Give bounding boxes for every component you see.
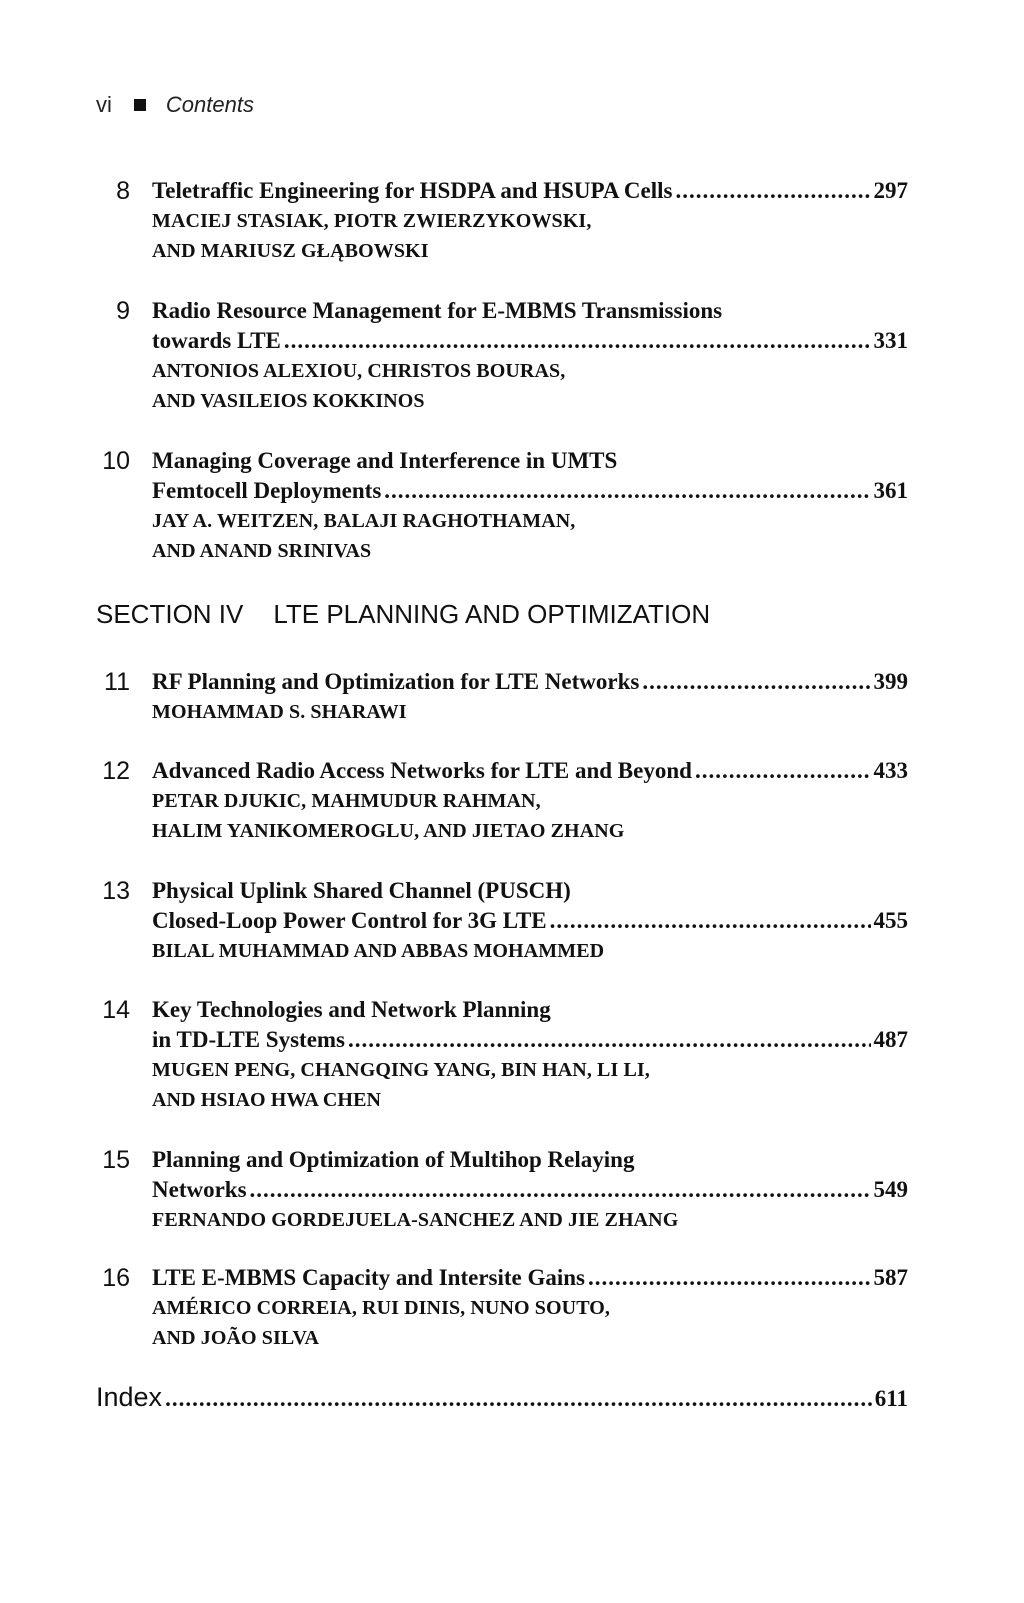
chapter-authors: AND VASILEIOS KOKKINOS bbox=[152, 390, 425, 412]
chapter-authors: JAY A. WEITZEN, BALAJI RAGHOTHAMAN, bbox=[152, 510, 576, 532]
section-label: SECTION IV bbox=[96, 599, 244, 629]
chapter-page: 361 bbox=[873, 478, 908, 503]
chapter-authors: AND ANAND SRINIVAS bbox=[152, 540, 372, 562]
chapter-page: 549 bbox=[873, 1177, 908, 1202]
chapter-title-line: in TD-LTE Systems ..... 487 bbox=[152, 1025, 908, 1055]
chapter-page: 455 bbox=[873, 908, 908, 933]
chapter-page: 587 bbox=[873, 1265, 908, 1290]
chapter-title-line: towards LTE ..... 331 bbox=[152, 326, 908, 356]
chapter-number: 13 bbox=[102, 877, 130, 905]
chapter-title-line: Radio Resource Management for E-MBMS Transmissions bbox=[152, 298, 723, 323]
chapter-title-line: Physical Uplink Shared Channel (PUSCH) bbox=[152, 878, 571, 903]
page-number: vi bbox=[96, 92, 112, 117]
chapter-number: 11 bbox=[104, 668, 130, 696]
chapter-number: 9 bbox=[116, 297, 130, 325]
chapter-title-line: LTE E-MBMS Capacity and Intersite Gains ..... 587 bbox=[152, 1263, 908, 1293]
chapter-title-line: Managing Coverage and Interference in UMTS bbox=[152, 448, 618, 473]
chapter-authors: MACIEJ STASIAK, PIOTR ZWIERZYKOWSKI, bbox=[152, 210, 592, 232]
chapter-page: 399 bbox=[873, 669, 908, 694]
chapter-authors: HALIM YANIKOMEROGLU, AND JIETAO ZHANG bbox=[152, 820, 625, 842]
chapter-authors: BILAL MUHAMMAD AND ABBAS MOHAMMED bbox=[152, 940, 605, 962]
chapter-authors: FERNANDO GORDEJUELA-SANCHEZ AND JIE ZHANG bbox=[152, 1209, 679, 1231]
chapter-page: 331 bbox=[873, 328, 908, 353]
chapter-authors: PETAR DJUKIC, MAHMUDUR RAHMAN, bbox=[152, 790, 541, 812]
running-head-title: Contents bbox=[165, 92, 254, 117]
toc-entry-index[interactable] bbox=[96, 1381, 908, 1415]
chapter-title-line: Closed-Loop Power Control for 3G LTE ..... 455 bbox=[152, 906, 908, 936]
running-head bbox=[96, 92, 254, 118]
chapter-title-line: Key Technologies and Network Planning bbox=[152, 997, 551, 1022]
chapter-number: 12 bbox=[102, 757, 130, 785]
index-label: Index bbox=[96, 1382, 163, 1412]
chapter-title-line: Teletraffic Engineering for HSDPA and HSUPA Cells ..... 297 bbox=[152, 176, 908, 206]
chapter-authors: AMÉRICO CORREIA, RUI DINIS, NUNO SOUTO, bbox=[152, 1297, 611, 1319]
chapter-number: 10 bbox=[102, 447, 130, 475]
chapter-title-line: Networks ..... 549 bbox=[152, 1175, 908, 1205]
index-page: 611 bbox=[874, 1386, 908, 1411]
chapter-authors: AND MARIUSZ GŁĄBOWSKI bbox=[152, 240, 429, 262]
chapter-authors: MOHAMMAD S. SHARAWI bbox=[152, 701, 407, 723]
chapter-page: 297 bbox=[873, 178, 908, 203]
section-heading bbox=[96, 598, 710, 630]
chapter-number: 16 bbox=[102, 1264, 130, 1292]
section-title: LTE PLANNING AND OPTIMIZATION bbox=[273, 599, 711, 629]
chapter-title-line: Femtocell Deployments ..... 361 bbox=[152, 476, 908, 506]
chapter-title-line: Planning and Optimization of Multihop Relaying bbox=[152, 1147, 635, 1172]
chapter-authors: MUGEN PENG, CHANGQING YANG, BIN HAN, LI LI, bbox=[152, 1059, 650, 1081]
square-bullet-icon bbox=[134, 99, 146, 111]
chapter-authors: AND HSIAO HWA CHEN bbox=[152, 1089, 382, 1111]
chapter-number: 14 bbox=[102, 996, 130, 1024]
chapter-authors: ANTONIOS ALEXIOU, CHRISTOS BOURAS, bbox=[152, 360, 566, 382]
chapter-title-line: Advanced Radio Access Networks for LTE and Beyond ..... 433 bbox=[152, 756, 908, 786]
chapter-number: 15 bbox=[102, 1146, 130, 1174]
chapter-page: 433 bbox=[873, 758, 908, 783]
chapter-page: 487 bbox=[873, 1027, 908, 1052]
chapter-authors: AND JOÃO SILVA bbox=[152, 1327, 320, 1349]
chapter-title-line: RF Planning and Optimization for LTE Networks ..... 399 bbox=[152, 667, 908, 697]
chapter-number: 8 bbox=[116, 177, 130, 205]
